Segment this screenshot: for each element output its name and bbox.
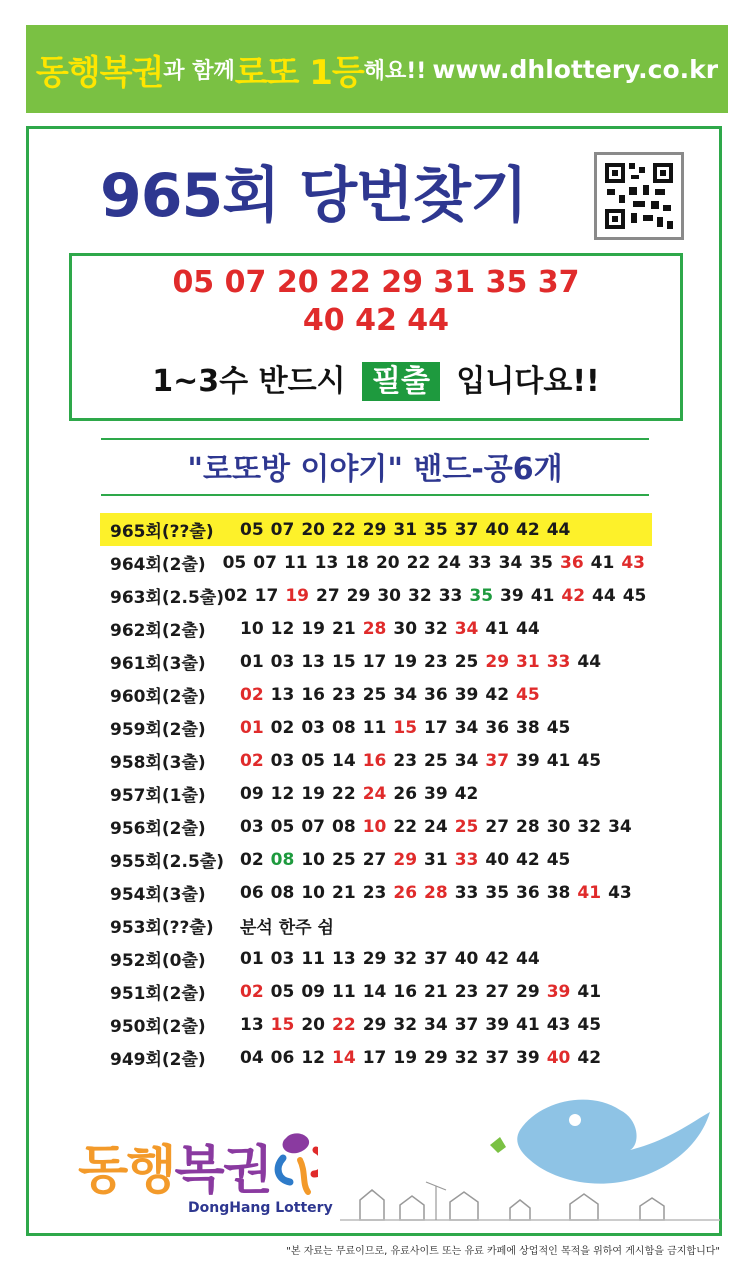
row-label: 962회(2출) xyxy=(110,621,206,641)
row-numbers xyxy=(240,718,652,738)
table-row xyxy=(100,843,652,876)
number: 01 xyxy=(240,948,264,969)
row-label: 965회(??출) xyxy=(110,522,214,542)
logo-text-a: 동행 xyxy=(78,1141,175,1201)
table-row xyxy=(100,975,652,1008)
number-hit: 26 xyxy=(393,882,418,903)
number: 20 xyxy=(375,552,400,573)
table-row xyxy=(100,612,652,645)
number: 42 xyxy=(485,684,510,705)
table-row xyxy=(100,744,652,777)
number: 36 xyxy=(485,717,510,738)
number: 14 xyxy=(332,750,356,771)
row-numbers xyxy=(240,817,652,837)
number: 34 xyxy=(454,717,479,738)
number: 32 xyxy=(424,618,448,639)
number: 10 xyxy=(301,849,326,870)
banner-url[interactable]: www.dhlottery.co.kr xyxy=(432,54,719,84)
row-numbers xyxy=(240,751,652,771)
number: 20 xyxy=(301,519,326,540)
row-numbers xyxy=(240,685,652,705)
number: 04 xyxy=(240,1047,264,1068)
number: 01 xyxy=(240,651,264,672)
number: 40 xyxy=(485,519,510,540)
number: 28 xyxy=(516,816,540,837)
number: 39 xyxy=(500,585,524,606)
number: 07 xyxy=(253,552,277,573)
number-hit: 39 xyxy=(546,981,571,1002)
number: 29 xyxy=(362,948,387,969)
number: 36 xyxy=(516,882,540,903)
number: 16 xyxy=(393,981,418,1002)
number: 27 xyxy=(485,816,510,837)
number: 05 xyxy=(222,552,247,573)
number: 34 xyxy=(608,816,632,837)
table-row xyxy=(100,909,652,942)
number-hit: 28 xyxy=(362,618,387,639)
number: 19 xyxy=(393,651,418,672)
number: 37 xyxy=(454,519,479,540)
number-hit: 41 xyxy=(577,882,602,903)
number-hit: 36 xyxy=(559,552,584,573)
number: 14 xyxy=(362,981,387,1002)
row-numbers xyxy=(240,619,652,639)
number: 34 xyxy=(424,1014,448,1035)
number-hit: 15 xyxy=(393,717,418,738)
must-highlight-badge: 필출 xyxy=(362,362,440,401)
number: 45 xyxy=(577,750,602,771)
row-numbers xyxy=(240,913,652,938)
number: 25 xyxy=(454,651,479,672)
table-row xyxy=(100,678,652,711)
number: 20 xyxy=(301,1014,326,1035)
row-label: 953회(??출) xyxy=(110,918,214,938)
number-hit: 45 xyxy=(516,684,540,705)
must-prefix: 1~3수 반드시 xyxy=(152,364,346,399)
number-hit: 40 xyxy=(546,1047,571,1068)
number: 34 xyxy=(498,552,523,573)
number: 23 xyxy=(424,651,448,672)
number: 33 xyxy=(438,585,463,606)
logo-subtitle: DongHang Lottery xyxy=(188,1200,333,1216)
table-row xyxy=(100,810,652,843)
number: 02 xyxy=(240,849,264,870)
number: 02 xyxy=(270,717,295,738)
number: 16 xyxy=(301,684,326,705)
number: 03 xyxy=(270,750,295,771)
table-row-current xyxy=(100,513,652,546)
row-label: 954회(3출) xyxy=(110,885,206,905)
number: 37 xyxy=(424,948,448,969)
number: 44 xyxy=(577,651,602,672)
number: 11 xyxy=(362,717,387,738)
table-row xyxy=(100,546,652,579)
number: 41 xyxy=(590,552,615,573)
number: 23 xyxy=(362,882,387,903)
number: 24 xyxy=(437,552,461,573)
number: 03 xyxy=(240,816,264,837)
number: 42 xyxy=(577,1047,602,1068)
number-hit: 15 xyxy=(270,1014,295,1035)
number: 17 xyxy=(254,585,279,606)
number: 06 xyxy=(240,882,264,903)
number: 40 xyxy=(454,948,479,969)
divider-top xyxy=(101,438,649,440)
footer-disclaimer: "본 자료는 무료이므로, 유료사이트 또는 유료 카페에 상업적인 목적을 위하여 게시함을 금지합니다" xyxy=(286,1246,720,1257)
number: 33 xyxy=(454,882,479,903)
row-label: 958회(3출) xyxy=(110,753,206,773)
number: 43 xyxy=(608,882,632,903)
number: 29 xyxy=(362,1014,387,1035)
divider-bottom xyxy=(101,494,649,496)
number: 03 xyxy=(301,717,326,738)
number: 25 xyxy=(362,684,387,705)
number: 10 xyxy=(240,618,264,639)
number: 45 xyxy=(577,1014,602,1035)
row-numbers xyxy=(240,784,652,804)
number-hit: 02 xyxy=(240,750,264,771)
must-hit-message xyxy=(72,356,680,400)
number: 39 xyxy=(485,1014,510,1035)
number: 44 xyxy=(592,585,616,606)
number-hit: 28 xyxy=(424,882,448,903)
number: 11 xyxy=(283,552,308,573)
row-numbers xyxy=(240,883,652,903)
row-numbers xyxy=(240,1048,652,1068)
number: 11 xyxy=(301,948,326,969)
table-row xyxy=(100,876,652,909)
row-numbers xyxy=(224,586,653,606)
number: 19 xyxy=(301,618,326,639)
number: 22 xyxy=(393,816,418,837)
number: 22 xyxy=(332,519,356,540)
table-row xyxy=(100,579,652,612)
history-table xyxy=(100,513,652,1074)
number: 44 xyxy=(546,519,571,540)
qr-code[interactable] xyxy=(594,152,684,240)
number: 41 xyxy=(577,981,602,1002)
number: 34 xyxy=(454,750,479,771)
recommended-numbers-box xyxy=(69,253,683,421)
number: 24 xyxy=(424,816,448,837)
number: 23 xyxy=(393,750,418,771)
number: 34 xyxy=(393,684,418,705)
number: 23 xyxy=(332,684,356,705)
number: 31 xyxy=(424,849,448,870)
number-hit: 29 xyxy=(393,849,418,870)
number: 39 xyxy=(516,1047,540,1068)
number: 13 xyxy=(332,948,356,969)
number-bonus: 08 xyxy=(270,849,295,870)
number-hit: 43 xyxy=(621,552,645,573)
number: 32 xyxy=(408,585,432,606)
table-row xyxy=(100,645,652,678)
number: 39 xyxy=(424,783,448,804)
number: 05 xyxy=(270,816,295,837)
table-row xyxy=(100,942,652,975)
number: 32 xyxy=(577,816,602,837)
number: 35 xyxy=(485,882,510,903)
row-numbers xyxy=(240,652,652,672)
number: 29 xyxy=(516,981,540,1002)
number: 42 xyxy=(516,519,540,540)
row-label: 964회(2출) xyxy=(110,555,206,575)
number-hit: 37 xyxy=(485,750,510,771)
number: 42 xyxy=(485,948,510,969)
number: 33 xyxy=(467,552,492,573)
number: 42 xyxy=(516,849,540,870)
row-numbers xyxy=(223,553,652,573)
number: 31 xyxy=(393,519,418,540)
row-label: 957회(1출) xyxy=(110,786,206,806)
number-hit: 14 xyxy=(332,1047,356,1068)
number-hit: 42 xyxy=(561,585,586,606)
number: 21 xyxy=(332,882,356,903)
row-label: 963회(2.5출) xyxy=(110,588,224,608)
number: 21 xyxy=(424,981,448,1002)
number: 17 xyxy=(362,651,387,672)
top-banner xyxy=(26,25,728,113)
row-label: 960회(2출) xyxy=(110,687,206,707)
number: 30 xyxy=(393,618,418,639)
row-numbers xyxy=(240,982,652,1002)
number: 37 xyxy=(485,1047,510,1068)
table-row xyxy=(100,1008,652,1041)
number: 32 xyxy=(393,1014,418,1035)
number-hit: 16 xyxy=(362,750,387,771)
table-row xyxy=(100,1041,652,1074)
number: 09 xyxy=(240,783,264,804)
number: 11 xyxy=(332,981,356,1002)
row-label: 956회(2출) xyxy=(110,819,206,839)
number: 41 xyxy=(516,1014,540,1035)
number: 06 xyxy=(270,1047,295,1068)
number: 37 xyxy=(454,1014,479,1035)
number: 35 xyxy=(424,519,448,540)
number: 44 xyxy=(516,948,540,969)
number: 26 xyxy=(393,783,418,804)
number: 22 xyxy=(332,783,356,804)
number: 17 xyxy=(424,717,448,738)
recommended-numbers xyxy=(72,264,680,340)
number-hit: 02 xyxy=(240,684,264,705)
number: 30 xyxy=(377,585,402,606)
bird-village-illustration-icon xyxy=(340,1090,720,1230)
number: 43 xyxy=(546,1014,571,1035)
number: 07 xyxy=(270,519,295,540)
number: 19 xyxy=(393,1047,418,1068)
row-label: 955회(2.5출) xyxy=(110,852,224,872)
band-title: "로또방 이야기" 밴드-공6개 xyxy=(187,452,563,487)
number-hit: 33 xyxy=(454,849,479,870)
number: 05 xyxy=(240,519,264,540)
row-numbers xyxy=(240,1015,652,1035)
qr-code-icon xyxy=(597,155,681,237)
table-row xyxy=(100,777,652,810)
logo-text-b: 복권 xyxy=(174,1141,271,1201)
row-numbers xyxy=(240,949,652,969)
banner-lotto: 로또 1등 xyxy=(234,52,364,93)
number: 08 xyxy=(270,882,295,903)
number-hit: 19 xyxy=(285,585,309,606)
banner-brand: 동행복권 xyxy=(35,52,164,93)
number: 36 xyxy=(424,684,448,705)
number: 27 xyxy=(485,981,510,1002)
logo xyxy=(78,1128,271,1203)
number: 44 xyxy=(516,618,540,639)
number: 02 xyxy=(223,585,248,606)
number: 05 xyxy=(301,750,326,771)
number: 29 xyxy=(346,585,371,606)
number: 12 xyxy=(270,618,295,639)
number-hit: 25 xyxy=(454,816,479,837)
table-row xyxy=(100,711,652,744)
number-hit: 02 xyxy=(240,981,264,1002)
number: 21 xyxy=(332,618,356,639)
number: 09 xyxy=(301,981,326,1002)
recommended-line-1: 05 07 20 22 29 31 35 37 xyxy=(172,265,580,300)
number: 38 xyxy=(546,882,571,903)
number: 13 xyxy=(301,651,326,672)
number: 03 xyxy=(270,651,295,672)
number: 27 xyxy=(316,585,340,606)
number: 29 xyxy=(424,1047,448,1068)
number: 13 xyxy=(314,552,339,573)
number: 41 xyxy=(485,618,510,639)
number: 39 xyxy=(516,750,540,771)
row-label: 949회(2출) xyxy=(110,1050,206,1070)
number-hit: 31 xyxy=(516,651,540,672)
number: 38 xyxy=(516,717,540,738)
number-hit: 01 xyxy=(240,717,264,738)
number: 03 xyxy=(270,948,295,969)
number: 07 xyxy=(301,816,326,837)
number: 08 xyxy=(332,717,356,738)
number: 25 xyxy=(424,750,448,771)
number: 05 xyxy=(270,981,295,1002)
recommended-line-2: 40 42 44 xyxy=(302,303,450,338)
number: 35 xyxy=(529,552,553,573)
number: 10 xyxy=(301,882,326,903)
row-label: 959회(2출) xyxy=(110,720,206,740)
number: 41 xyxy=(546,750,571,771)
number-bonus: 35 xyxy=(469,585,494,606)
number-hit: 24 xyxy=(362,783,387,804)
number-hit: 34 xyxy=(454,618,479,639)
number: 13 xyxy=(240,1014,264,1035)
row-label: 950회(2출) xyxy=(110,1017,206,1037)
number-hit: 22 xyxy=(332,1014,356,1035)
banner-suffix: 해요!! xyxy=(363,58,427,84)
number: 12 xyxy=(270,783,295,804)
number-hit: 10 xyxy=(362,816,387,837)
number: 분석 한주 쉼 xyxy=(240,918,334,938)
row-numbers xyxy=(240,850,652,870)
number: 15 xyxy=(332,651,356,672)
row-label: 952회(0출) xyxy=(110,951,206,971)
number: 12 xyxy=(301,1047,326,1068)
number: 45 xyxy=(546,717,571,738)
number: 42 xyxy=(454,783,479,804)
number: 19 xyxy=(301,783,326,804)
number: 32 xyxy=(454,1047,479,1068)
number: 45 xyxy=(622,585,647,606)
number: 25 xyxy=(332,849,356,870)
number: 23 xyxy=(454,981,479,1002)
number: 27 xyxy=(362,849,387,870)
must-suffix: 입니다요!! xyxy=(456,364,600,399)
number: 22 xyxy=(406,552,431,573)
number: 17 xyxy=(362,1047,387,1068)
banner-with: 과 함께 xyxy=(163,58,235,84)
number: 40 xyxy=(485,849,510,870)
number: 18 xyxy=(345,552,369,573)
number: 32 xyxy=(393,948,418,969)
number-hit: 29 xyxy=(485,651,510,672)
number: 41 xyxy=(530,585,555,606)
number: 08 xyxy=(332,816,356,837)
number: 13 xyxy=(270,684,295,705)
row-label: 951회(2출) xyxy=(110,984,206,1004)
page-title: 965회 당번찾기 xyxy=(100,161,527,231)
row-numbers xyxy=(240,520,652,540)
number: 39 xyxy=(454,684,479,705)
number: 29 xyxy=(362,519,387,540)
row-label: 961회(3출) xyxy=(110,654,206,674)
number: 30 xyxy=(546,816,571,837)
number: 45 xyxy=(546,849,571,870)
number-hit: 33 xyxy=(546,651,571,672)
